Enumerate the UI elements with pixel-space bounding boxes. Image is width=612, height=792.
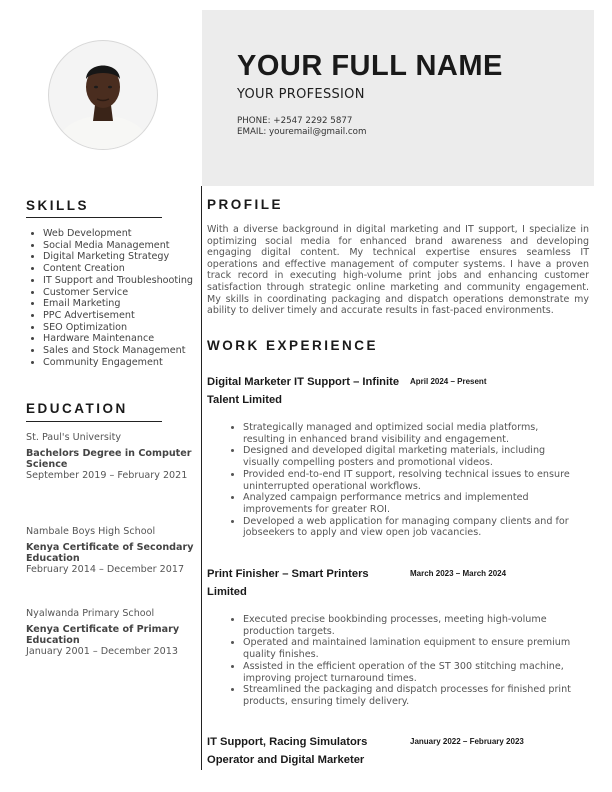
education-dates: January 2001 – December 2013 <box>26 646 178 657</box>
profile-heading: PROFILE <box>207 197 284 212</box>
job-title: Print Finisher – Smart Printers Limited <box>207 568 369 598</box>
job-title: Digital Marketer IT Support – Infinite Talent Limited <box>207 376 400 406</box>
list-item: • Developed a web application for managing company clients and for jobseekers to apply and view open job vacancies. <box>243 516 578 539</box>
school-name: Nambale Boys High School <box>26 526 156 537</box>
degree: Kenya Certificate of Primary Education <box>26 624 180 646</box>
list-item: • Designed and developed digital marketing materials, including visually compelling posters and promotional videos. <box>243 445 578 468</box>
profile-photo <box>48 40 158 150</box>
education-entry <box>26 432 198 481</box>
profile-summary: With a diverse background in digital marketing and IT support, I specialize in optimizing social media for enhanced brand awareness and developing engaging digital content. My technical expertise ensures seamless IT operations and effective management of computer systems. I have a proven track record in executing high-volume print jobs and enhancing customer satisfaction through strategic online marketing and community engagement. My skills in coordinating packaging and dispatch operations demonstrate my ability to deliver timely and accurate results in fast-paced environments. <box>207 224 589 317</box>
education-entry <box>26 526 198 575</box>
job-duties <box>226 422 578 539</box>
list-item: • Provided end-to-end IT support, resolving technical issues to ensure uninterrupted operational workflows. <box>243 469 578 492</box>
full-name: YOUR FULL NAME <box>237 50 503 82</box>
job-dates: April 2024 – Present <box>410 377 487 386</box>
job-dates: January 2022 – February 2023 <box>410 737 524 746</box>
list-item: • Executed precise bookbinding processes, meeting high-volume production targets. <box>243 614 578 637</box>
email: EMAIL: youremail@gmail.com <box>237 127 367 137</box>
list-item: • Digital Marketing Strategy <box>43 251 218 263</box>
job-dates: March 2023 – March 2024 <box>410 569 507 578</box>
education-heading: EDUCATION <box>26 401 128 416</box>
list-item: • SEO Optimization <box>43 322 218 334</box>
list-item: • Operated and maintained lamination equipment to ensure premium quality finishes. <box>243 637 578 660</box>
education-rule <box>26 421 162 422</box>
education-entry <box>26 608 198 657</box>
job-duties <box>226 614 578 708</box>
skills-rule <box>26 217 162 218</box>
list-item: • Analyzed campaign performance metrics and implemented improvements for greater ROI. <box>243 492 578 515</box>
school-name: Nyalwanda Primary School <box>26 608 155 619</box>
list-item: • IT Support and Troubleshooting <box>43 275 218 287</box>
list-item: • Streamlined the packaging and dispatch processes for finished print products, ensuring timely delivery. <box>243 684 578 707</box>
degree: Bachelors Degree in Computer Science <box>26 448 192 470</box>
list-item: • Social Media Management <box>43 240 218 252</box>
skills-list <box>26 228 218 368</box>
list-item: • Strategically managed and optimized social media platforms, resulting in enhanced brand visibility and engagement. <box>243 422 578 445</box>
education-dates: September 2019 – February 2021 <box>26 470 188 481</box>
list-item: • Web Development <box>43 228 218 240</box>
work-experience-heading: WORK EXPERIENCE <box>207 338 379 353</box>
profession: YOUR PROFESSION <box>237 87 365 102</box>
list-item: • Customer Service <box>43 287 218 299</box>
list-item: • PPC Advertisement <box>43 310 218 322</box>
list-item: • Community Engagement <box>43 357 218 369</box>
list-item: • Content Creation <box>43 263 218 275</box>
phone: PHONE: +2547 2292 5877 <box>237 116 353 126</box>
list-item: • Email Marketing <box>43 298 218 310</box>
school-name: St. Paul's University <box>26 432 122 443</box>
list-item: • Sales and Stock Management <box>43 345 218 357</box>
list-item: • Hardware Maintenance <box>43 333 218 345</box>
list-item: • Assisted in the efficient operation of the ST 300 stitching machine, improving project turnaround times. <box>243 661 578 684</box>
job-title: IT Support, Racing Simulators Operator and Digital Marketer <box>207 736 368 766</box>
degree: Kenya Certificate of Secondary Education <box>26 542 194 564</box>
education-dates: February 2014 – December 2017 <box>26 564 185 575</box>
skills-heading: SKILLS <box>26 198 90 213</box>
